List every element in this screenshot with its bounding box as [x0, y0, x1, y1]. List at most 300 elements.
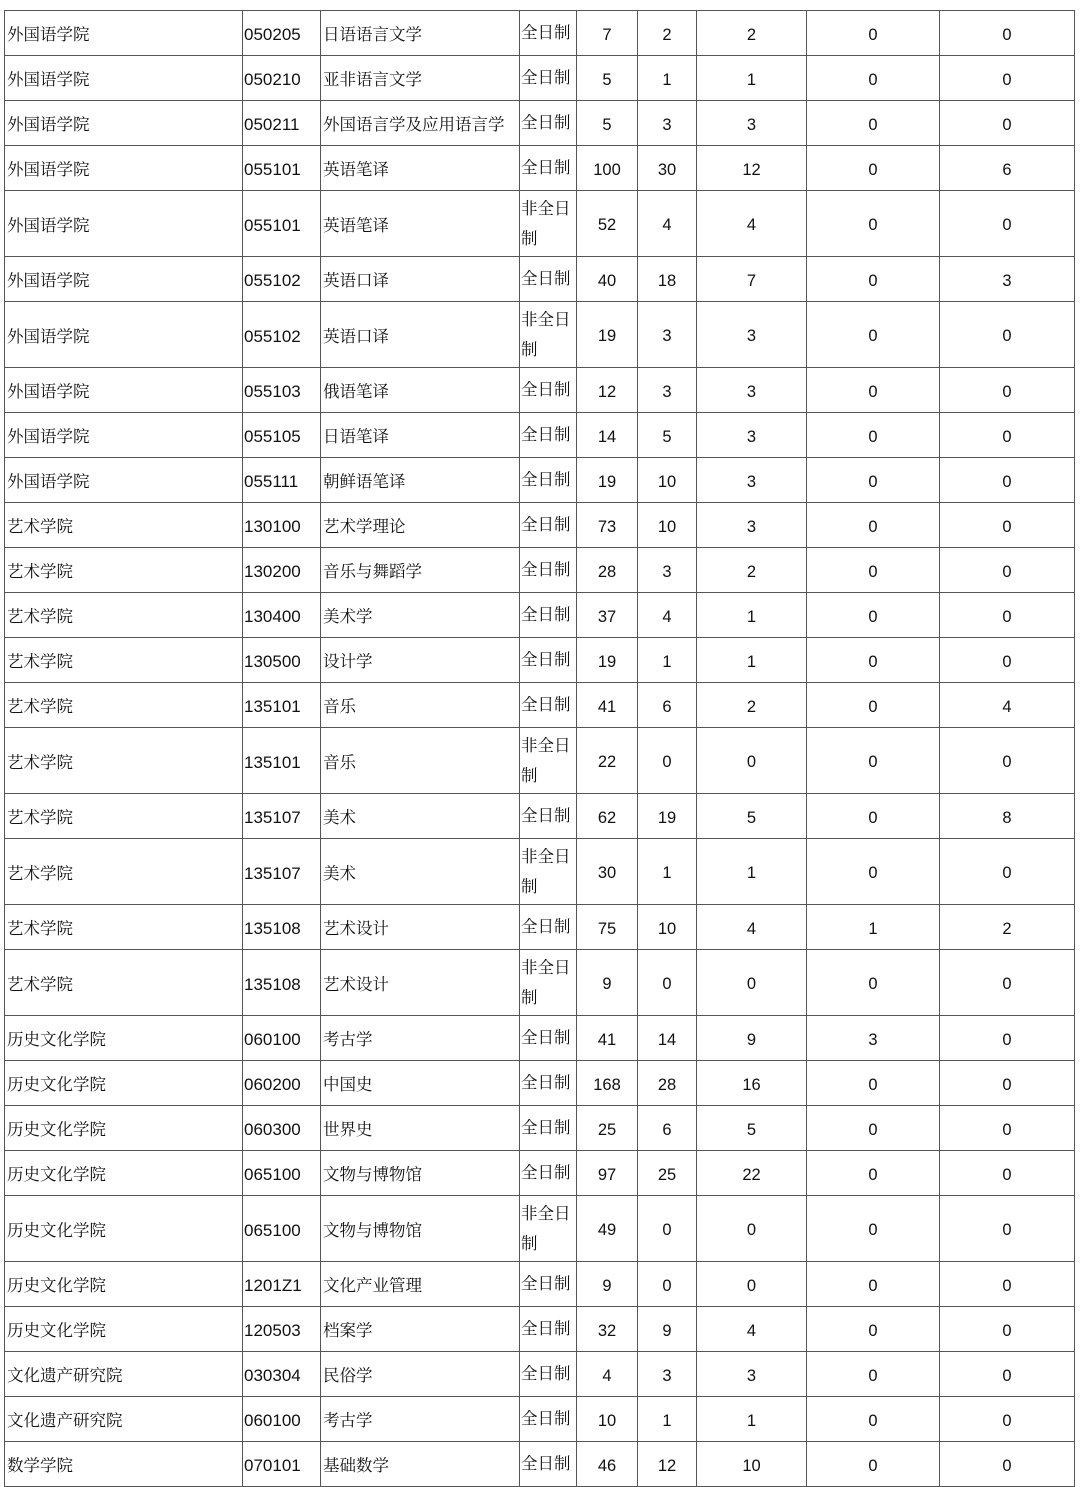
value-cell-4: 0 [807, 638, 940, 683]
value-cell-1: 37 [577, 593, 638, 638]
value-cell-2: 14 [638, 1016, 697, 1061]
study-mode-cell: 非全日制 [520, 950, 577, 1016]
college-cell: 历史文化学院 [5, 1196, 243, 1262]
value-cell-1: 12 [577, 368, 638, 413]
study-mode-cell: 全日制 [520, 101, 577, 146]
value-cell-5: 0 [940, 503, 1075, 548]
value-cell-4: 0 [807, 1151, 940, 1196]
major-code-cell: 030304 [243, 1352, 321, 1397]
study-mode-cell: 全日制 [520, 1352, 577, 1397]
value-cell-5: 0 [940, 638, 1075, 683]
value-cell-1: 14 [577, 413, 638, 458]
college-cell: 历史文化学院 [5, 1061, 243, 1106]
table-row [5, 905, 1075, 950]
college-cell: 外国语学院 [5, 191, 243, 257]
value-cell-2: 0 [638, 1262, 697, 1307]
value-cell-3: 0 [697, 1262, 807, 1307]
major-name-cell: 俄语笔译 [321, 368, 520, 413]
major-code-cell: 120503 [243, 1307, 321, 1352]
college-cell: 文化遗产研究院 [5, 1397, 243, 1442]
value-cell-3: 1 [697, 593, 807, 638]
major-name-cell: 民俗学 [321, 1352, 520, 1397]
college-cell: 艺术学院 [5, 683, 243, 728]
major-code-cell: 060200 [243, 1061, 321, 1106]
value-cell-4: 0 [807, 257, 940, 302]
value-cell-5: 0 [940, 839, 1075, 905]
value-cell-4: 0 [807, 1397, 940, 1442]
value-cell-3: 2 [697, 683, 807, 728]
major-name-cell: 音乐 [321, 683, 520, 728]
major-code-cell: 065100 [243, 1151, 321, 1196]
major-name-cell: 日语语言文学 [321, 11, 520, 56]
value-cell-4: 0 [807, 1061, 940, 1106]
value-cell-2: 3 [638, 368, 697, 413]
major-code-cell: 135101 [243, 728, 321, 794]
study-mode-cell: 全日制 [520, 257, 577, 302]
value-cell-3: 5 [697, 794, 807, 839]
study-mode-cell: 全日制 [520, 1262, 577, 1307]
major-code-cell: 060300 [243, 1106, 321, 1151]
major-code-cell: 135107 [243, 794, 321, 839]
study-mode-cell: 全日制 [520, 593, 577, 638]
major-name-cell: 英语口译 [321, 302, 520, 368]
value-cell-3: 2 [697, 11, 807, 56]
table-row [5, 728, 1075, 794]
major-code-cell: 135101 [243, 683, 321, 728]
value-cell-1: 73 [577, 503, 638, 548]
table-row [5, 503, 1075, 548]
table-row [5, 458, 1075, 503]
value-cell-5: 0 [940, 1262, 1075, 1307]
major-code-cell: 050211 [243, 101, 321, 146]
value-cell-4: 0 [807, 683, 940, 728]
value-cell-1: 41 [577, 683, 638, 728]
value-cell-2: 9 [638, 1307, 697, 1352]
table-row [5, 1442, 1075, 1487]
table-row [5, 839, 1075, 905]
major-name-cell: 日语笔译 [321, 413, 520, 458]
value-cell-4: 0 [807, 11, 940, 56]
major-name-cell: 美术学 [321, 593, 520, 638]
value-cell-2: 3 [638, 1352, 697, 1397]
value-cell-5: 2 [940, 905, 1075, 950]
value-cell-5: 0 [940, 1442, 1075, 1487]
major-code-cell: 055101 [243, 146, 321, 191]
value-cell-4: 1 [807, 905, 940, 950]
value-cell-3: 4 [697, 1307, 807, 1352]
value-cell-2: 1 [638, 1397, 697, 1442]
college-cell: 历史文化学院 [5, 1262, 243, 1307]
major-name-cell: 英语笔译 [321, 191, 520, 257]
value-cell-5: 0 [940, 1151, 1075, 1196]
value-cell-5: 0 [940, 1061, 1075, 1106]
major-name-cell: 艺术设计 [321, 950, 520, 1016]
college-cell: 艺术学院 [5, 728, 243, 794]
major-name-cell: 世界史 [321, 1106, 520, 1151]
college-cell: 外国语学院 [5, 458, 243, 503]
table-row [5, 56, 1075, 101]
college-cell: 数学学院 [5, 1442, 243, 1487]
value-cell-1: 32 [577, 1307, 638, 1352]
college-cell: 外国语学院 [5, 302, 243, 368]
value-cell-2: 3 [638, 302, 697, 368]
table-row [5, 257, 1075, 302]
study-mode-cell: 全日制 [520, 1151, 577, 1196]
value-cell-3: 3 [697, 101, 807, 146]
study-mode-cell: 非全日制 [520, 1196, 577, 1262]
table-row [5, 1397, 1075, 1442]
value-cell-3: 2 [697, 548, 807, 593]
value-cell-1: 5 [577, 56, 638, 101]
major-code-cell: 050205 [243, 11, 321, 56]
value-cell-4: 0 [807, 191, 940, 257]
study-mode-cell: 非全日制 [520, 728, 577, 794]
major-name-cell: 朝鲜语笔译 [321, 458, 520, 503]
college-cell: 历史文化学院 [5, 1016, 243, 1061]
value-cell-5: 0 [940, 1307, 1075, 1352]
value-cell-2: 3 [638, 548, 697, 593]
major-code-cell: 055105 [243, 413, 321, 458]
value-cell-2: 30 [638, 146, 697, 191]
study-mode-cell: 全日制 [520, 56, 577, 101]
value-cell-3: 5 [697, 1106, 807, 1151]
college-cell: 艺术学院 [5, 503, 243, 548]
value-cell-1: 97 [577, 1151, 638, 1196]
value-cell-1: 7 [577, 11, 638, 56]
value-cell-1: 52 [577, 191, 638, 257]
value-cell-1: 28 [577, 548, 638, 593]
major-code-cell: 055103 [243, 368, 321, 413]
value-cell-4: 0 [807, 302, 940, 368]
college-cell: 艺术学院 [5, 638, 243, 683]
major-name-cell: 音乐与舞蹈学 [321, 548, 520, 593]
major-code-cell: 130100 [243, 503, 321, 548]
major-code-cell: 065100 [243, 1196, 321, 1262]
major-name-cell: 考古学 [321, 1016, 520, 1061]
value-cell-5: 0 [940, 368, 1075, 413]
value-cell-2: 2 [638, 11, 697, 56]
value-cell-2: 1 [638, 638, 697, 683]
major-name-cell: 文物与博物馆 [321, 1196, 520, 1262]
study-mode-cell: 全日制 [520, 503, 577, 548]
major-name-cell: 英语口译 [321, 257, 520, 302]
value-cell-5: 0 [940, 1016, 1075, 1061]
value-cell-5: 0 [940, 1397, 1075, 1442]
value-cell-2: 0 [638, 950, 697, 1016]
value-cell-5: 8 [940, 794, 1075, 839]
major-name-cell: 美术 [321, 794, 520, 839]
study-mode-cell: 全日制 [520, 413, 577, 458]
value-cell-4: 0 [807, 728, 940, 794]
table-row [5, 683, 1075, 728]
value-cell-3: 0 [697, 728, 807, 794]
value-cell-1: 100 [577, 146, 638, 191]
value-cell-4: 0 [807, 839, 940, 905]
college-cell: 外国语学院 [5, 146, 243, 191]
major-code-cell: 055111 [243, 458, 321, 503]
value-cell-4: 0 [807, 794, 940, 839]
table-row [5, 950, 1075, 1016]
major-code-cell: 130500 [243, 638, 321, 683]
value-cell-2: 3 [638, 101, 697, 146]
value-cell-4: 0 [807, 1106, 940, 1151]
college-cell: 外国语学院 [5, 257, 243, 302]
value-cell-5: 0 [940, 728, 1075, 794]
major-code-cell: 055101 [243, 191, 321, 257]
value-cell-3: 4 [697, 191, 807, 257]
value-cell-3: 7 [697, 257, 807, 302]
value-cell-1: 9 [577, 950, 638, 1016]
value-cell-4: 0 [807, 950, 940, 1016]
college-cell: 历史文化学院 [5, 1151, 243, 1196]
value-cell-3: 22 [697, 1151, 807, 1196]
college-cell: 艺术学院 [5, 593, 243, 638]
table-row [5, 1106, 1075, 1151]
value-cell-2: 12 [638, 1442, 697, 1487]
value-cell-4: 0 [807, 548, 940, 593]
value-cell-5: 3 [940, 257, 1075, 302]
major-code-cell: 070101 [243, 1442, 321, 1487]
major-code-cell: 055102 [243, 302, 321, 368]
value-cell-1: 62 [577, 794, 638, 839]
study-mode-cell: 非全日制 [520, 191, 577, 257]
major-name-cell: 中国史 [321, 1061, 520, 1106]
value-cell-1: 49 [577, 1196, 638, 1262]
value-cell-2: 1 [638, 839, 697, 905]
value-cell-2: 10 [638, 905, 697, 950]
value-cell-5: 0 [940, 1352, 1075, 1397]
college-cell: 外国语学院 [5, 368, 243, 413]
value-cell-5: 0 [940, 1106, 1075, 1151]
table-row [5, 638, 1075, 683]
major-name-cell: 文物与博物馆 [321, 1151, 520, 1196]
study-mode-cell: 全日制 [520, 1061, 577, 1106]
value-cell-2: 6 [638, 1106, 697, 1151]
value-cell-5: 0 [940, 458, 1075, 503]
table-row [5, 1151, 1075, 1196]
value-cell-4: 0 [807, 503, 940, 548]
value-cell-2: 0 [638, 728, 697, 794]
major-name-cell: 英语笔译 [321, 146, 520, 191]
value-cell-5: 0 [940, 413, 1075, 458]
value-cell-1: 168 [577, 1061, 638, 1106]
major-name-cell: 美术 [321, 839, 520, 905]
college-cell: 文化遗产研究院 [5, 1352, 243, 1397]
college-cell: 外国语学院 [5, 413, 243, 458]
college-cell: 历史文化学院 [5, 1106, 243, 1151]
value-cell-5: 0 [940, 950, 1075, 1016]
value-cell-2: 0 [638, 1196, 697, 1262]
college-cell: 艺术学院 [5, 839, 243, 905]
table-row [5, 794, 1075, 839]
value-cell-4: 0 [807, 368, 940, 413]
major-name-cell: 艺术学理论 [321, 503, 520, 548]
value-cell-2: 4 [638, 593, 697, 638]
major-name-cell: 档案学 [321, 1307, 520, 1352]
study-mode-cell: 全日制 [520, 11, 577, 56]
table-row [5, 1262, 1075, 1307]
value-cell-3: 1 [697, 1397, 807, 1442]
value-cell-1: 75 [577, 905, 638, 950]
study-mode-cell: 全日制 [520, 1307, 577, 1352]
table-row [5, 548, 1075, 593]
value-cell-2: 28 [638, 1061, 697, 1106]
college-cell: 外国语学院 [5, 56, 243, 101]
value-cell-1: 9 [577, 1262, 638, 1307]
value-cell-1: 10 [577, 1397, 638, 1442]
value-cell-3: 16 [697, 1061, 807, 1106]
table-body [5, 11, 1075, 1487]
value-cell-4: 0 [807, 146, 940, 191]
value-cell-4: 0 [807, 1262, 940, 1307]
value-cell-3: 3 [697, 1352, 807, 1397]
value-cell-1: 30 [577, 839, 638, 905]
value-cell-3: 9 [697, 1016, 807, 1061]
value-cell-2: 10 [638, 458, 697, 503]
major-name-cell: 文化产业管理 [321, 1262, 520, 1307]
value-cell-1: 19 [577, 638, 638, 683]
value-cell-4: 0 [807, 413, 940, 458]
study-mode-cell: 非全日制 [520, 302, 577, 368]
table-row [5, 593, 1075, 638]
value-cell-4: 0 [807, 56, 940, 101]
value-cell-5: 6 [940, 146, 1075, 191]
value-cell-2: 25 [638, 1151, 697, 1196]
table-row [5, 146, 1075, 191]
value-cell-2: 4 [638, 191, 697, 257]
value-cell-5: 0 [940, 191, 1075, 257]
value-cell-4: 0 [807, 1442, 940, 1487]
major-code-cell: 135108 [243, 950, 321, 1016]
college-cell: 外国语学院 [5, 11, 243, 56]
value-cell-4: 0 [807, 101, 940, 146]
value-cell-1: 40 [577, 257, 638, 302]
value-cell-1: 4 [577, 1352, 638, 1397]
table-row [5, 302, 1075, 368]
study-mode-cell: 非全日制 [520, 839, 577, 905]
major-code-cell: 055102 [243, 257, 321, 302]
value-cell-1: 46 [577, 1442, 638, 1487]
value-cell-5: 0 [940, 593, 1075, 638]
value-cell-4: 0 [807, 1307, 940, 1352]
major-code-cell: 060100 [243, 1397, 321, 1442]
value-cell-1: 5 [577, 101, 638, 146]
value-cell-3: 1 [697, 56, 807, 101]
value-cell-2: 1 [638, 56, 697, 101]
table-row [5, 1307, 1075, 1352]
admissions-table [4, 10, 1075, 1487]
value-cell-5: 0 [940, 1196, 1075, 1262]
value-cell-5: 0 [940, 548, 1075, 593]
value-cell-1: 25 [577, 1106, 638, 1151]
study-mode-cell: 全日制 [520, 548, 577, 593]
value-cell-3: 1 [697, 839, 807, 905]
value-cell-4: 0 [807, 1196, 940, 1262]
major-code-cell: 135108 [243, 905, 321, 950]
major-name-cell: 设计学 [321, 638, 520, 683]
table-row [5, 1061, 1075, 1106]
major-name-cell: 考古学 [321, 1397, 520, 1442]
value-cell-5: 0 [940, 302, 1075, 368]
table-row [5, 191, 1075, 257]
value-cell-3: 4 [697, 905, 807, 950]
value-cell-2: 5 [638, 413, 697, 458]
value-cell-5: 4 [940, 683, 1075, 728]
value-cell-4: 3 [807, 1016, 940, 1061]
major-code-cell: 1201Z1 [243, 1262, 321, 1307]
study-mode-cell: 全日制 [520, 368, 577, 413]
major-code-cell: 060100 [243, 1016, 321, 1061]
major-name-cell: 外国语言学及应用语言学 [321, 101, 520, 146]
value-cell-3: 1 [697, 638, 807, 683]
value-cell-3: 3 [697, 503, 807, 548]
value-cell-3: 0 [697, 1196, 807, 1262]
value-cell-4: 0 [807, 593, 940, 638]
major-name-cell: 亚非语言文学 [321, 56, 520, 101]
study-mode-cell: 全日制 [520, 638, 577, 683]
study-mode-cell: 全日制 [520, 146, 577, 191]
major-code-cell: 130200 [243, 548, 321, 593]
college-cell: 外国语学院 [5, 101, 243, 146]
value-cell-1: 22 [577, 728, 638, 794]
college-cell: 艺术学院 [5, 794, 243, 839]
value-cell-2: 10 [638, 503, 697, 548]
college-cell: 艺术学院 [5, 905, 243, 950]
major-name-cell: 音乐 [321, 728, 520, 794]
value-cell-3: 3 [697, 413, 807, 458]
college-cell: 历史文化学院 [5, 1307, 243, 1352]
table-row [5, 11, 1075, 56]
value-cell-1: 19 [577, 458, 638, 503]
study-mode-cell: 全日制 [520, 905, 577, 950]
table-row [5, 101, 1075, 146]
college-cell: 艺术学院 [5, 548, 243, 593]
value-cell-5: 0 [940, 11, 1075, 56]
study-mode-cell: 全日制 [520, 458, 577, 503]
value-cell-1: 19 [577, 302, 638, 368]
study-mode-cell: 全日制 [520, 683, 577, 728]
value-cell-5: 0 [940, 56, 1075, 101]
table-row [5, 368, 1075, 413]
table-row [5, 413, 1075, 458]
value-cell-4: 0 [807, 1352, 940, 1397]
value-cell-3: 3 [697, 368, 807, 413]
study-mode-cell: 全日制 [520, 794, 577, 839]
value-cell-2: 18 [638, 257, 697, 302]
study-mode-cell: 全日制 [520, 1106, 577, 1151]
major-name-cell: 艺术设计 [321, 905, 520, 950]
value-cell-3: 3 [697, 302, 807, 368]
study-mode-cell: 全日制 [520, 1442, 577, 1487]
major-name-cell: 基础数学 [321, 1442, 520, 1487]
value-cell-2: 19 [638, 794, 697, 839]
major-code-cell: 135107 [243, 839, 321, 905]
value-cell-3: 10 [697, 1442, 807, 1487]
value-cell-3: 12 [697, 146, 807, 191]
table-row [5, 1352, 1075, 1397]
college-cell: 艺术学院 [5, 950, 243, 1016]
study-mode-cell: 全日制 [520, 1016, 577, 1061]
major-code-cell: 130400 [243, 593, 321, 638]
value-cell-1: 41 [577, 1016, 638, 1061]
value-cell-3: 3 [697, 458, 807, 503]
major-code-cell: 050210 [243, 56, 321, 101]
value-cell-5: 0 [940, 101, 1075, 146]
table-row [5, 1196, 1075, 1262]
value-cell-4: 0 [807, 458, 940, 503]
table-row [5, 1016, 1075, 1061]
value-cell-2: 6 [638, 683, 697, 728]
